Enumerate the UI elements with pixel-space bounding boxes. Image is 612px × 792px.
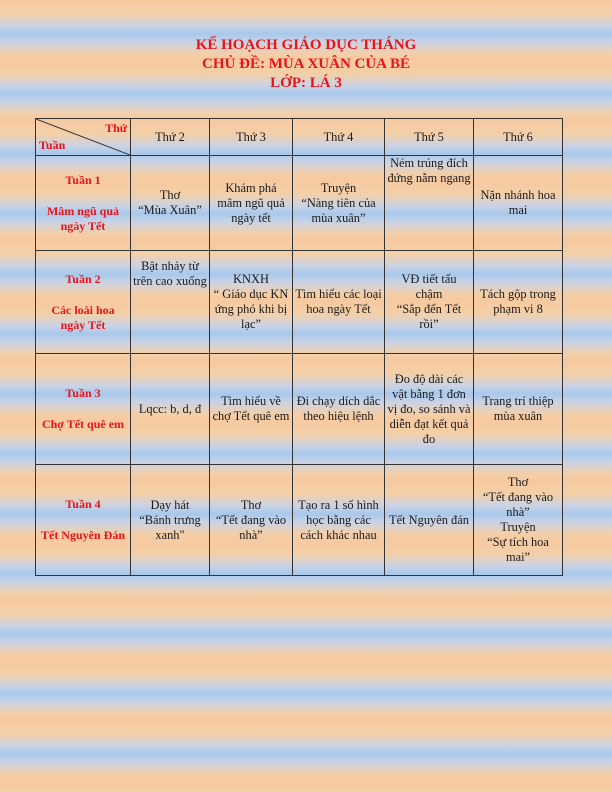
- document-title: [0, 36, 612, 93]
- corner-week-label: Tuần: [39, 138, 66, 152]
- corner-day-label: Thứ: [105, 121, 127, 135]
- week-topic: Các loài hoa ngày Tết: [51, 302, 115, 332]
- header-row: [36, 119, 563, 156]
- activity-cell: [385, 465, 474, 576]
- week-topic: Chợ Tết quê em: [41, 417, 125, 431]
- activity-line: Tạo ra 1 số hình học bằng các cách khác nhau: [298, 497, 379, 542]
- week-number: Tuần 4: [65, 497, 101, 511]
- activity-line: Đo độ dài các vật bằng 1 đơn vị đo, so sánh và diễn đạt kết quả đo: [387, 371, 471, 446]
- week-row: [36, 251, 563, 354]
- activity-line: Truyện: [320, 180, 357, 195]
- activity-line: Đi chạy dích dắc theo hiệu lệnh: [296, 394, 381, 423]
- activity-line: “Nàng tiên của mùa xuân”: [301, 195, 376, 225]
- activity-cell: [131, 354, 210, 465]
- week-number: Tuần 2: [65, 271, 101, 286]
- lesson-plan-table: [35, 118, 563, 576]
- activity-cell: [131, 156, 210, 251]
- day-header: Thứ 6: [474, 119, 563, 156]
- activity-line: “ Giáo dục KN ứng phó khi bị lạc”: [213, 287, 289, 331]
- activity-line: “Sự tích hoa mai”: [487, 535, 549, 564]
- activity-cell: [210, 465, 293, 576]
- corner-cell: [36, 119, 131, 156]
- week-number: Tuần 1: [65, 172, 101, 187]
- activity-line: Lqcc: b, d, đ: [138, 401, 202, 416]
- activity-cell: [474, 156, 563, 251]
- week-row: [36, 465, 563, 576]
- activity-line: “Tết đang vào nhà”: [215, 512, 287, 542]
- week-topic: Tết Nguyên Đán: [40, 528, 125, 542]
- activity-cell: [131, 465, 210, 576]
- activity-line: “Mùa Xuân”: [138, 203, 202, 217]
- title-line-class: LỚP: LÁ 3: [270, 75, 342, 91]
- day-header: Thứ 4: [293, 119, 385, 156]
- day-header: Thứ 5: [385, 119, 474, 156]
- activity-cell: [293, 354, 385, 465]
- day-header: Thứ 3: [210, 119, 293, 156]
- activity-line: Tìm hiểu các loại hoa ngày Tết: [295, 287, 382, 316]
- activity-line: Khám phá mâm ngũ quả ngày tết: [217, 180, 285, 225]
- activity-line: “Tết đang vào nhà”: [482, 490, 554, 519]
- activity-line: “Sắp đến Tết rồi”: [396, 302, 462, 331]
- activity-line: Nặn nhánh hoa mai: [480, 188, 556, 217]
- activity-line: Ném trúng đích đứng nằm ngang: [387, 156, 471, 185]
- week-label-cell: [36, 251, 131, 354]
- week-label-cell: [36, 354, 131, 465]
- activity-line: Tết Nguyên đán: [389, 512, 469, 527]
- title-line-plan: KẾ HOẠCH GIÁO DỤC THÁNG: [195, 37, 417, 53]
- activity-cell: [474, 465, 563, 576]
- activity-line: Bật nhảy từ trên cao xuống: [133, 259, 207, 288]
- activity-cell: [474, 251, 563, 354]
- activity-line: “Bánh trưng xanh": [139, 512, 201, 542]
- activity-line: Tách gộp trong phạm vi 8: [480, 287, 556, 316]
- activity-line: Dạy hát: [150, 497, 190, 512]
- activity-cell: [293, 251, 385, 354]
- week-topic: Mâm ngũ quả ngày Tết: [46, 203, 120, 233]
- week-label-cell: [36, 156, 131, 251]
- activity-line: Tìm hiểu về chợ Tết quê em: [212, 394, 290, 423]
- day-header: Thứ 2: [131, 119, 210, 156]
- week-number: Tuần 3: [65, 386, 101, 400]
- activity-line: KNXH: [233, 272, 269, 286]
- activity-cell: [210, 354, 293, 465]
- activity-cell: [385, 251, 474, 354]
- activity-line: Truyện: [500, 520, 536, 534]
- week-row: [36, 354, 563, 465]
- activity-cell: [293, 465, 385, 576]
- activity-cell: [385, 354, 474, 465]
- activity-cell: [210, 251, 293, 354]
- activity-line: Thơ: [240, 497, 262, 512]
- activity-line: Trang trí thiệp mùa xuân: [482, 394, 554, 423]
- activity-cell: [385, 156, 474, 251]
- week-row: [36, 156, 563, 251]
- activity-line: VĐ tiết tấu chậm: [401, 272, 457, 301]
- activity-cell: [474, 354, 563, 465]
- activity-line: Thơ: [507, 475, 529, 489]
- title-line-theme: CHỦ ĐỀ: MÙA XUÂN CỦA BÉ: [202, 56, 410, 72]
- week-label-cell: [36, 465, 131, 576]
- activity-cell: [210, 156, 293, 251]
- activity-cell: [293, 156, 385, 251]
- activity-line: Thơ: [159, 188, 181, 202]
- activity-cell: [131, 251, 210, 354]
